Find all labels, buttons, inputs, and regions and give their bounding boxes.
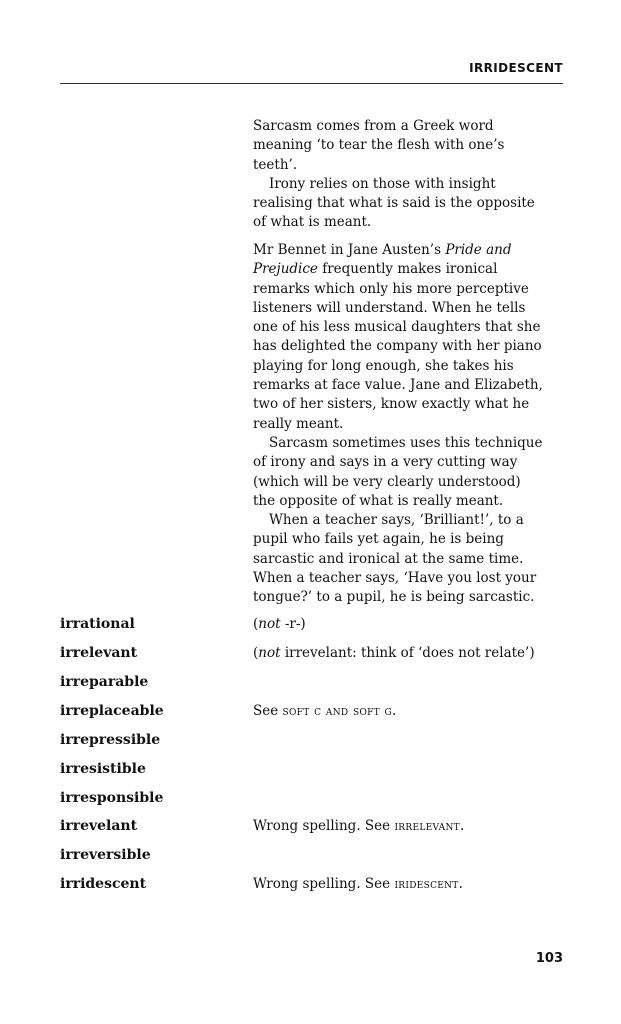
entry-note bbox=[253, 818, 464, 834]
text-line: pupil who fails yet again, he is being bbox=[253, 531, 504, 548]
text-line: two of her sisters, know exactly what he bbox=[253, 396, 530, 413]
note-italic: not bbox=[258, 645, 281, 661]
entry-row bbox=[60, 674, 570, 694]
note-italic: not bbox=[258, 616, 281, 632]
note-text: ( bbox=[253, 616, 259, 632]
note-text: . bbox=[458, 876, 463, 892]
text-line: (which will be very clearly understood) bbox=[253, 473, 521, 490]
text-line: playing for long enough, she takes his bbox=[253, 357, 514, 374]
headword: irreplaceable bbox=[60, 703, 164, 719]
note-text: Wrong spelling. See bbox=[253, 818, 395, 834]
header-rule bbox=[60, 83, 563, 84]
entry-row bbox=[60, 818, 570, 838]
text-line: frequently makes ironical bbox=[317, 261, 498, 278]
text-line: of what is meant. bbox=[253, 214, 372, 231]
text-line: Sarcasm sometimes uses this technique bbox=[269, 434, 543, 451]
entry-row bbox=[60, 761, 570, 781]
text-line: remarks which only his more perceptive bbox=[253, 280, 529, 297]
note-text: . bbox=[392, 703, 397, 719]
book-title: Pride and bbox=[445, 242, 512, 258]
headword: irreversible bbox=[60, 847, 151, 863]
text-line: meaning ‘to tear the flesh with one’s bbox=[253, 137, 505, 154]
entry-row bbox=[60, 616, 570, 636]
text-line: When a teacher says, ‘Have you lost your bbox=[253, 570, 537, 587]
entry-row bbox=[60, 876, 570, 896]
text-line: realising that what is said is the opposite bbox=[253, 195, 535, 212]
note-text: ( bbox=[253, 645, 259, 661]
note-text: -r-) bbox=[280, 616, 306, 632]
cross-reference: irrelevant bbox=[394, 818, 460, 834]
text-line: really meant. bbox=[253, 415, 344, 432]
book-title: Prejudice bbox=[253, 261, 318, 278]
text-line: the opposite of what is really meant. bbox=[253, 492, 504, 509]
headword: irrevelant bbox=[60, 818, 138, 834]
entry-row bbox=[60, 645, 570, 665]
note-text: Wrong spelling. See bbox=[253, 876, 395, 892]
paragraph-bennet-example bbox=[253, 241, 573, 608]
entry-row bbox=[60, 732, 570, 752]
headword: irridescent bbox=[60, 876, 147, 892]
headword: irrelevant bbox=[60, 645, 138, 661]
note-text: irrevelant: think of ‘does not relate’) bbox=[280, 645, 535, 661]
cross-reference: soft c and soft g bbox=[282, 703, 393, 719]
note-text: See bbox=[253, 703, 283, 719]
page-number: 103 bbox=[535, 951, 563, 966]
text-line: remarks at face value. Jane and Elizabeth, bbox=[253, 377, 543, 394]
headword: irrepressible bbox=[60, 732, 161, 748]
text-line: has delighted the company with her piano bbox=[253, 338, 542, 355]
paragraph-sarcasm-origin bbox=[253, 117, 573, 233]
text-line: listeners will understand. When he tells bbox=[253, 299, 526, 316]
entry-note bbox=[253, 703, 396, 719]
text-line: teeth’. bbox=[253, 156, 298, 173]
entry-row bbox=[60, 703, 570, 723]
entry-row bbox=[60, 847, 570, 867]
cross-reference: iridescent bbox=[394, 876, 459, 892]
text-line: Mr Bennet in Jane Austen’s bbox=[253, 242, 446, 258]
headword: irresponsible bbox=[60, 790, 164, 806]
text-line: tongue?’ to a pupil, he is being sarcastic. bbox=[253, 589, 535, 606]
entry-note bbox=[253, 616, 306, 632]
text-line: sarcastic and ironical at the same time. bbox=[253, 550, 524, 567]
text-line: of irony and says in a very cutting way bbox=[253, 454, 518, 471]
text-line: When a teacher says, ‘Brilliant!’, to a bbox=[269, 512, 524, 529]
entry-note bbox=[253, 645, 535, 661]
headword: irreparable bbox=[60, 674, 149, 690]
entry-row bbox=[60, 790, 570, 810]
note-text: . bbox=[459, 818, 465, 834]
headword: irresistible bbox=[60, 761, 146, 777]
text-line: one of his less musical daughters that she bbox=[253, 319, 541, 336]
entry-note bbox=[253, 876, 463, 892]
running-head: IRRIDESCENT bbox=[469, 61, 563, 75]
text-line: Irony relies on those with insight bbox=[269, 175, 496, 192]
headword: irrational bbox=[60, 616, 135, 632]
text-line: Sarcasm comes from a Greek word bbox=[253, 118, 494, 134]
